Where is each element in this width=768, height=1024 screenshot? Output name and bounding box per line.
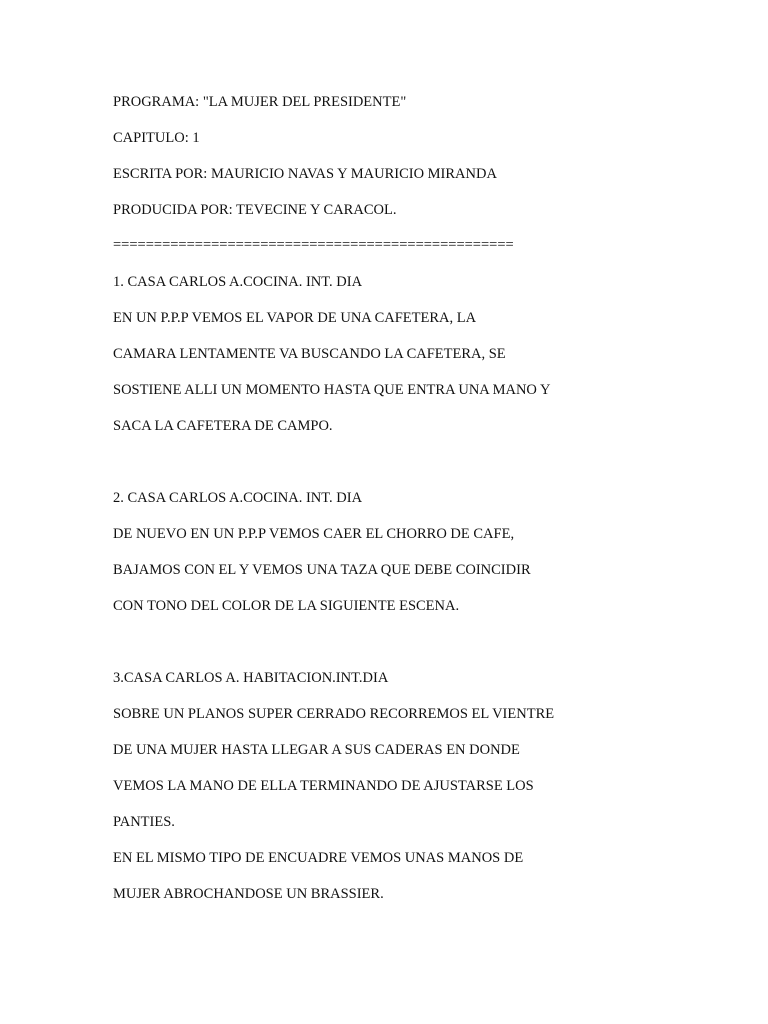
scene-3-line: VEMOS LA MANO DE ELLA TERMINANDO DE AJUSTARSE LOS	[113, 778, 534, 794]
scene-1-line: EN UN P.P.P VEMOS EL VAPOR DE UNA CAFETERA, LA	[113, 310, 477, 326]
program-title: PROGRAMA: "LA MUJER DEL PRESIDENTE"	[113, 94, 407, 110]
scene-2-line: DE NUEVO EN UN P.P.P VEMOS CAER EL CHORRO DE CAFE,	[113, 526, 515, 542]
scene-3-line: SOBRE UN PLANOS SUPER CERRADO RECORREMOS EL VIENTRE	[113, 706, 555, 722]
scene-2-heading: 2. CASA CARLOS A.COCINA. INT. DIA	[113, 490, 363, 506]
chapter-label: CAPITULO: 1	[113, 130, 200, 146]
scene-3-line: DE UNA MUJER HASTA LLEGAR A SUS CADERAS EN DONDE	[113, 742, 520, 758]
scene-1-line: SACA LA CAFETERA DE CAMPO.	[113, 418, 333, 434]
scene-1-heading: 1. CASA CARLOS A.COCINA. INT. DIA	[113, 274, 363, 290]
separator-line: =================================================	[113, 237, 514, 253]
scene-3-line: EN EL MISMO TIPO DE ENCUADRE VEMOS UNAS MANOS DE	[113, 850, 524, 866]
scene-2-line: CON TONO DEL COLOR DE LA SIGUIENTE ESCENA.	[113, 598, 460, 614]
scene-3-line: MUJER ABROCHANDOSE UN BRASSIER.	[113, 886, 384, 902]
produced-by-label: PRODUCIDA POR: TEVECINE Y CARACOL.	[113, 202, 397, 218]
scene-2-line: BAJAMOS CON EL Y VEMOS UNA TAZA QUE DEBE COINCIDIR	[113, 562, 531, 578]
written-by-label: ESCRITA POR: MAURICIO NAVAS Y MAURICIO MIRANDA	[113, 166, 497, 182]
scene-3-line: PANTIES.	[113, 814, 175, 830]
scene-3-heading: 3.CASA CARLOS A. HABITACION.INT.DIA	[113, 670, 389, 686]
scene-1-line: CAMARA LENTAMENTE VA BUSCANDO LA CAFETERA, SE	[113, 346, 506, 362]
scene-1-line: SOSTIENE ALLI UN MOMENTO HASTA QUE ENTRA UNA MANO Y	[113, 382, 551, 398]
